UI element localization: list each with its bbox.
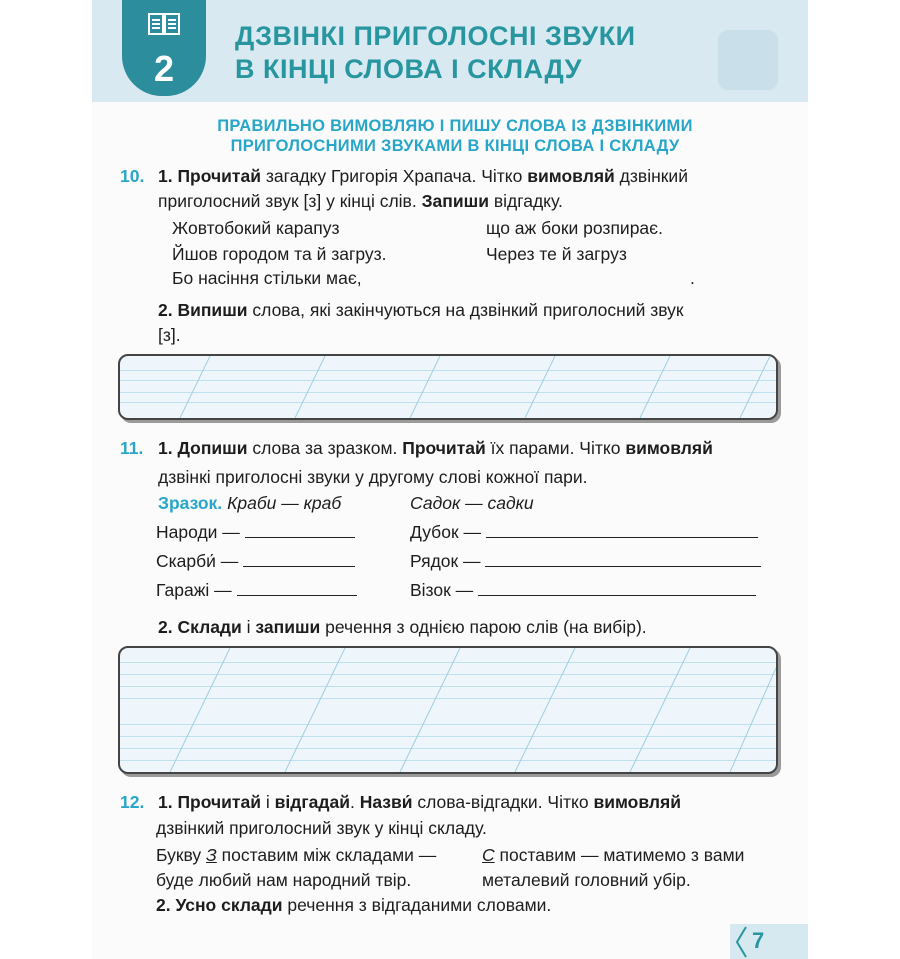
- ex10-instruction-1: 1. Прочитай загадку Григорія Храпача. Чітко вимовляй дзвінкий: [158, 166, 688, 186]
- ex11-instruction-1: 1. Допиши слова за зразком. Прочитай їх парами. Чітко вимовляй: [158, 438, 713, 458]
- poem-answer-dot: .: [690, 268, 695, 288]
- word-pair: Гаражі —: [156, 578, 357, 603]
- word-pair: Народи —: [156, 520, 355, 545]
- title-line-1: ДЗВІНКІ ПРИГОЛОСНІ ЗВУКИ: [235, 21, 636, 51]
- writing-lines[interactable]: [118, 646, 778, 774]
- subtitle-line-1: ПРАВИЛЬНО ВИМОВЛЯЮ І ПИШУ СЛОВА ІЗ ДЗВІНКИМИ: [217, 117, 693, 135]
- page-number-tab: [730, 924, 808, 959]
- answer-blank[interactable]: [478, 579, 756, 596]
- ex12-instruction-2: дзвінкий приголосний звук у кінці складу.: [156, 818, 487, 838]
- ex12-instruction-1: 1. Прочитай і відгадай. Назви́ слова-відгадки. Чітко вимовляй: [158, 792, 681, 812]
- ex11-instruction-2: дзвінкі приголосні звуки у другому слові кожної пари.: [158, 467, 588, 487]
- answer-blank[interactable]: [243, 550, 355, 567]
- word-pair: Скарби́ —: [156, 549, 355, 574]
- book-icon: [148, 12, 180, 38]
- poem-line: що аж боки розпирає.: [486, 218, 663, 238]
- ex10-instruction-4: [з].: [158, 325, 181, 345]
- exercise-number: 11.: [120, 438, 144, 458]
- riddle-line: металевий головний убір.: [482, 870, 691, 890]
- ex10-instruction-2: приголосний звук [з] у кінці слів. Запиши відгадку.: [158, 191, 563, 211]
- word-pair: Візок —: [410, 578, 756, 603]
- subtitle-line-2: ПРИГОЛОСНИМИ ЗВУКАМИ В КІНЦІ СЛОВА І СКЛАДУ: [230, 137, 680, 155]
- word-pair: Дубок —: [410, 520, 758, 545]
- lesson-badge: [122, 0, 206, 96]
- riddle-line: С поставим — матимемо з вами: [482, 845, 745, 865]
- sample-pair: Садок — садки: [410, 493, 534, 513]
- page-tab-bracket-icon: [734, 926, 748, 958]
- word-pair: Рядок —: [410, 549, 761, 574]
- riddle-line: Букву З поставим між складами —: [156, 845, 437, 865]
- lesson-number: 2: [153, 48, 175, 89]
- answer-blank[interactable]: [245, 521, 355, 538]
- exercise-number: 10.: [120, 166, 145, 186]
- page-title: [235, 20, 636, 86]
- page-subtitle: [150, 116, 760, 156]
- poem-line: Через те й загруз: [486, 244, 627, 264]
- exercise-number: 12.: [120, 792, 145, 812]
- ex11-instruction-3: 2. Склади і запиши речення з однією парою слів (на вибір).: [158, 617, 647, 637]
- title-line-2: В КІНЦІ СЛОВА І СКЛАДУ: [235, 54, 582, 84]
- page-number: 7: [752, 928, 765, 953]
- ex10-instruction-3: 2. Випиши слова, які закінчуються на дзвінкий приголосний звук: [158, 300, 684, 320]
- poem-line: Йшов городом та й загруз.: [172, 244, 387, 264]
- riddle-line: буде любий нам народний твір.: [156, 870, 412, 890]
- answer-blank[interactable]: [486, 521, 758, 538]
- writing-lines[interactable]: [118, 354, 778, 420]
- poem-line: Жовтобокий карапуз: [172, 218, 340, 238]
- sample-row: Зразок. Краби — краб: [158, 493, 342, 513]
- poem-line: Бо насіння стільки має,: [172, 268, 362, 288]
- ex12-instruction-3: 2. Усно склади речення з відгаданими словами.: [156, 895, 552, 915]
- answer-blank[interactable]: [237, 579, 357, 596]
- answer-blank[interactable]: [485, 550, 761, 567]
